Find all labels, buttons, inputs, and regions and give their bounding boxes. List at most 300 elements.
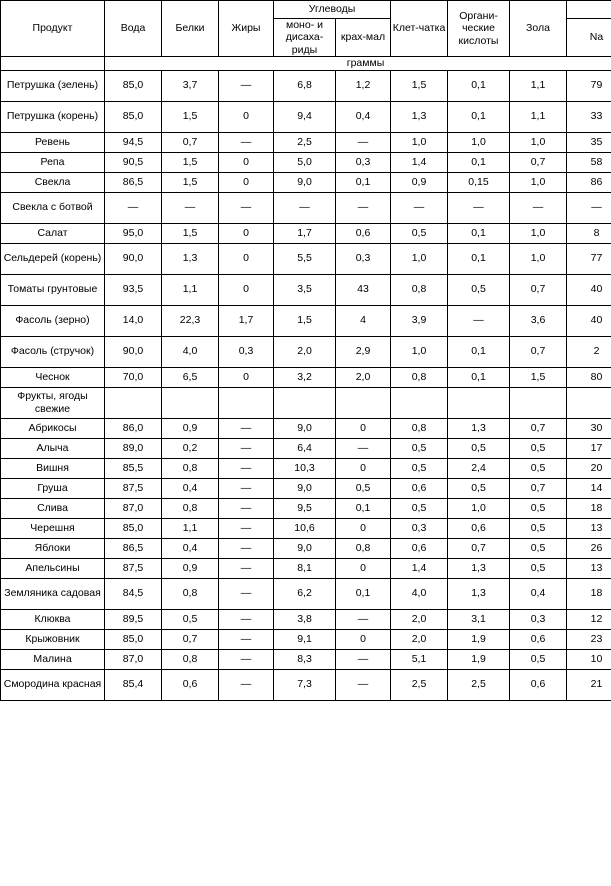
table-row <box>1 274 611 305</box>
header-na-blank <box>567 1 611 19</box>
table-row <box>1 438 611 458</box>
table-row <box>1 192 611 223</box>
row-value: 0,5 <box>510 458 567 478</box>
row-value: 1,5 <box>510 367 567 387</box>
table-row <box>1 305 611 336</box>
row-value: — <box>219 498 274 518</box>
row-value: 0,6 <box>510 629 567 649</box>
row-value: 85,0 <box>105 629 162 649</box>
row-value: 0,1 <box>336 172 391 192</box>
row-value: 0,8 <box>391 367 448 387</box>
row-value: 9,1 <box>274 629 336 649</box>
row-value: 1,9 <box>448 649 510 669</box>
row-value: 0,1 <box>448 152 510 172</box>
row-value: 5,0 <box>274 152 336 172</box>
row-product-name: Смородина красная <box>1 669 105 700</box>
row-value: 0,3 <box>391 518 448 538</box>
row-value: 3,5 <box>274 274 336 305</box>
row-value: 0,7 <box>162 132 219 152</box>
row-value: 0 <box>219 152 274 172</box>
row-value <box>162 387 219 418</box>
row-product-name: Фрукты, ягоды свежие <box>1 387 105 418</box>
row-value <box>219 387 274 418</box>
row-value: — <box>219 649 274 669</box>
row-value: 0,5 <box>391 458 448 478</box>
row-product-name: Томаты грунтовые <box>1 274 105 305</box>
row-value: 0,5 <box>448 478 510 498</box>
row-value: 12 <box>567 609 611 629</box>
row-value: 0,7 <box>510 336 567 367</box>
row-value: 0,1 <box>448 70 510 101</box>
row-value: 86 <box>567 172 611 192</box>
row-value: — <box>219 418 274 438</box>
table-row <box>1 387 611 418</box>
table-row <box>1 478 611 498</box>
row-value: 84,5 <box>105 578 162 609</box>
row-value: — <box>336 438 391 458</box>
row-value: 9,0 <box>274 538 336 558</box>
row-value: 0,9 <box>391 172 448 192</box>
row-value: 0 <box>336 418 391 438</box>
row-value: 0,1 <box>336 578 391 609</box>
row-value: 0,8 <box>391 274 448 305</box>
row-value: 9,4 <box>274 101 336 132</box>
row-value: 9,5 <box>274 498 336 518</box>
row-value: — <box>219 538 274 558</box>
row-value: — <box>219 132 274 152</box>
row-value: 2,0 <box>391 629 448 649</box>
row-value: — <box>219 70 274 101</box>
row-value: 87,5 <box>105 558 162 578</box>
header-carbs-starch: крах-мал <box>336 19 391 57</box>
row-product-name: Свекла <box>1 172 105 192</box>
table-row <box>1 669 611 700</box>
units-row <box>1 57 611 70</box>
row-value: — <box>219 478 274 498</box>
row-value: 1,3 <box>448 418 510 438</box>
row-value: 8 <box>567 223 611 243</box>
row-value: — <box>336 192 391 223</box>
row-value: 87,0 <box>105 649 162 669</box>
row-value: 21 <box>567 669 611 700</box>
row-value: 14,0 <box>105 305 162 336</box>
row-value: — <box>219 518 274 538</box>
row-value: 9,0 <box>274 172 336 192</box>
row-value: 1,1 <box>162 518 219 538</box>
header-organic-acids: Органи-ческие кислоты <box>448 1 510 57</box>
row-value: 0,5 <box>391 438 448 458</box>
row-value: 89,0 <box>105 438 162 458</box>
row-value: 0,7 <box>162 629 219 649</box>
row-value: 0,6 <box>391 538 448 558</box>
row-value: 23 <box>567 629 611 649</box>
row-value: — <box>336 649 391 669</box>
row-value: 40 <box>567 305 611 336</box>
row-product-name: Земляника садовая <box>1 578 105 609</box>
row-value: 0 <box>336 629 391 649</box>
row-value: 0 <box>219 243 274 274</box>
row-value: 87,0 <box>105 498 162 518</box>
row-value: 0 <box>336 518 391 538</box>
row-value: 93,5 <box>105 274 162 305</box>
row-value: — <box>219 192 274 223</box>
row-value: 0,9 <box>162 418 219 438</box>
row-value: — <box>274 192 336 223</box>
row-value: 1,5 <box>162 172 219 192</box>
row-value: 30 <box>567 418 611 438</box>
row-value: 0,3 <box>510 609 567 629</box>
row-product-name: Фасоль (зерно) <box>1 305 105 336</box>
row-value: 1,5 <box>274 305 336 336</box>
row-value: 40 <box>567 274 611 305</box>
row-product-name: Слива <box>1 498 105 518</box>
row-value: 2,0 <box>274 336 336 367</box>
row-value: 80 <box>567 367 611 387</box>
row-value: 1,1 <box>510 70 567 101</box>
row-value: 0,6 <box>510 669 567 700</box>
row-value: 1,3 <box>391 101 448 132</box>
row-value: 0,15 <box>448 172 510 192</box>
row-value: 0,1 <box>448 223 510 243</box>
row-value: 0,7 <box>448 538 510 558</box>
row-value <box>567 387 611 418</box>
row-value: 1,3 <box>448 578 510 609</box>
row-value: 0 <box>219 274 274 305</box>
row-value <box>510 387 567 418</box>
row-value <box>274 387 336 418</box>
header-carbohydrates-group: Углеводы <box>274 1 391 19</box>
row-value: — <box>162 192 219 223</box>
row-value: 35 <box>567 132 611 152</box>
row-value: 2,9 <box>336 336 391 367</box>
row-value: 7,3 <box>274 669 336 700</box>
row-product-name: Черешня <box>1 518 105 538</box>
header-water: Вода <box>105 1 162 57</box>
row-value: 1,7 <box>274 223 336 243</box>
row-value: — <box>391 192 448 223</box>
row-value: 10,6 <box>274 518 336 538</box>
table-row <box>1 70 611 101</box>
row-value: 77 <box>567 243 611 274</box>
row-product-name: Салат <box>1 223 105 243</box>
units-row-product-blank <box>1 57 105 70</box>
row-value: 94,5 <box>105 132 162 152</box>
row-product-name: Апельсины <box>1 558 105 578</box>
row-value: 3,1 <box>448 609 510 629</box>
row-value: 0 <box>219 223 274 243</box>
table-row <box>1 152 611 172</box>
row-value: 0 <box>219 367 274 387</box>
row-value: 8,3 <box>274 649 336 669</box>
row-value: 0,5 <box>162 609 219 629</box>
row-value: 26 <box>567 538 611 558</box>
row-value: 1,5 <box>162 101 219 132</box>
row-value <box>105 387 162 418</box>
header-protein: Белки <box>162 1 219 57</box>
row-value: 1,1 <box>510 101 567 132</box>
row-value: 85,0 <box>105 518 162 538</box>
row-value: 87,5 <box>105 478 162 498</box>
header-row-top <box>1 1 611 19</box>
row-value: 1,5 <box>391 70 448 101</box>
row-value: 1,5 <box>162 223 219 243</box>
row-value: 6,2 <box>274 578 336 609</box>
table-row <box>1 558 611 578</box>
row-value: 0,5 <box>510 649 567 669</box>
row-value: 0,6 <box>448 518 510 538</box>
row-value: 0,4 <box>162 478 219 498</box>
row-value: 6,4 <box>274 438 336 458</box>
row-product-name: Петрушка (корень) <box>1 101 105 132</box>
row-product-name: Сельдерей (корень) <box>1 243 105 274</box>
row-value: 1,0 <box>510 172 567 192</box>
row-value: 0,5 <box>510 558 567 578</box>
row-value: 70,0 <box>105 367 162 387</box>
row-value: — <box>567 192 611 223</box>
row-value: 0,3 <box>336 152 391 172</box>
row-product-name: Петрушка (зелень) <box>1 70 105 101</box>
row-value: — <box>105 192 162 223</box>
row-value: 1,0 <box>391 336 448 367</box>
row-value: 0,4 <box>162 538 219 558</box>
row-value: 9,0 <box>274 478 336 498</box>
header-ash: Зола <box>510 1 567 57</box>
row-value: — <box>448 192 510 223</box>
table-row <box>1 172 611 192</box>
row-value: — <box>219 578 274 609</box>
row-value: 5,1 <box>391 649 448 669</box>
row-product-name: Малина <box>1 649 105 669</box>
row-product-name: Яблоки <box>1 538 105 558</box>
table-row <box>1 243 611 274</box>
header-fat: Жиры <box>219 1 274 57</box>
row-product-name: Крыжовник <box>1 629 105 649</box>
row-value: 0,7 <box>510 152 567 172</box>
row-product-name: Свекла с ботвой <box>1 192 105 223</box>
row-value: 13 <box>567 558 611 578</box>
row-value: 0,5 <box>336 478 391 498</box>
row-value: 22,3 <box>162 305 219 336</box>
row-value: 20 <box>567 458 611 478</box>
header-fiber: Клет-чатка <box>391 1 448 57</box>
row-value: 1,9 <box>448 629 510 649</box>
row-value: 4,0 <box>162 336 219 367</box>
row-value: 0,4 <box>336 101 391 132</box>
row-value: 0,5 <box>391 498 448 518</box>
table-row <box>1 336 611 367</box>
row-value: 3,7 <box>162 70 219 101</box>
row-value <box>336 387 391 418</box>
row-value: 4 <box>336 305 391 336</box>
row-value: 1,0 <box>391 243 448 274</box>
row-value: 1,3 <box>162 243 219 274</box>
row-value: 0,1 <box>448 101 510 132</box>
row-value <box>448 387 510 418</box>
row-value: 0 <box>219 172 274 192</box>
table-row <box>1 649 611 669</box>
header-na: Na <box>567 19 611 57</box>
row-value: 1,0 <box>510 243 567 274</box>
row-value: 3,8 <box>274 609 336 629</box>
row-value: 2,4 <box>448 458 510 478</box>
row-value: 4,0 <box>391 578 448 609</box>
row-value: 86,0 <box>105 418 162 438</box>
row-value: 0,7 <box>510 418 567 438</box>
row-product-name: Абрикосы <box>1 418 105 438</box>
row-value: 0 <box>336 458 391 478</box>
row-product-name: Ревень <box>1 132 105 152</box>
row-value: — <box>510 192 567 223</box>
row-value: 0,5 <box>448 274 510 305</box>
row-value: 1,5 <box>162 152 219 172</box>
row-value: 10,3 <box>274 458 336 478</box>
row-value: 0,1 <box>448 336 510 367</box>
row-value: 1,0 <box>391 132 448 152</box>
row-value: 0,7 <box>510 478 567 498</box>
row-value: 0,7 <box>510 274 567 305</box>
row-product-name: Груша <box>1 478 105 498</box>
table-row <box>1 518 611 538</box>
row-value: 1,0 <box>448 132 510 152</box>
row-value: 0,5 <box>448 438 510 458</box>
table-row <box>1 418 611 438</box>
row-value: 0,6 <box>336 223 391 243</box>
row-product-name: Чеснок <box>1 367 105 387</box>
row-value: 58 <box>567 152 611 172</box>
row-value: 2,0 <box>391 609 448 629</box>
row-value: 0,1 <box>448 367 510 387</box>
table-row <box>1 101 611 132</box>
row-value: 0,5 <box>510 518 567 538</box>
row-value: 0,5 <box>510 538 567 558</box>
row-value: 89,5 <box>105 609 162 629</box>
row-value: 0,5 <box>391 223 448 243</box>
table-row <box>1 458 611 478</box>
row-product-name: Репа <box>1 152 105 172</box>
row-value: 1,0 <box>510 132 567 152</box>
row-value: 0 <box>219 101 274 132</box>
row-value: 0,3 <box>336 243 391 274</box>
row-value: 13 <box>567 518 611 538</box>
row-product-name: Вишня <box>1 458 105 478</box>
row-value: 85,0 <box>105 101 162 132</box>
table-body <box>1 70 611 700</box>
row-value: — <box>336 669 391 700</box>
row-value: 0,6 <box>391 478 448 498</box>
row-value: — <box>219 629 274 649</box>
row-value: 9,0 <box>274 418 336 438</box>
row-value: 0,8 <box>336 538 391 558</box>
row-value: 1,2 <box>336 70 391 101</box>
row-value: 6,8 <box>274 70 336 101</box>
row-value: — <box>336 609 391 629</box>
row-value: 18 <box>567 578 611 609</box>
row-value: 0,6 <box>162 669 219 700</box>
row-value: 79 <box>567 70 611 101</box>
row-value: — <box>219 558 274 578</box>
row-value: 2 <box>567 336 611 367</box>
row-value: 85,4 <box>105 669 162 700</box>
table-row <box>1 609 611 629</box>
row-value: — <box>219 438 274 458</box>
row-value: 0,4 <box>510 578 567 609</box>
row-value: 90,0 <box>105 243 162 274</box>
header-carbs-mono-di: моно- и дисаха-риды <box>274 19 336 57</box>
row-value: 86,5 <box>105 538 162 558</box>
row-value: 0,8 <box>162 498 219 518</box>
row-value: 1,4 <box>391 152 448 172</box>
row-value: 1,7 <box>219 305 274 336</box>
row-value: 5,5 <box>274 243 336 274</box>
row-value: 85,0 <box>105 70 162 101</box>
row-value: 0,8 <box>162 578 219 609</box>
row-value: 3,9 <box>391 305 448 336</box>
table-row <box>1 367 611 387</box>
table-row <box>1 538 611 558</box>
row-value: 2,5 <box>274 132 336 152</box>
row-value: 0,2 <box>162 438 219 458</box>
header-product: Продукт <box>1 1 105 57</box>
row-value: 0,8 <box>162 458 219 478</box>
row-value: 33 <box>567 101 611 132</box>
row-value: 0,1 <box>336 498 391 518</box>
row-product-name: Фасоль (стручок) <box>1 336 105 367</box>
row-value: 10 <box>567 649 611 669</box>
row-value: 6,5 <box>162 367 219 387</box>
row-product-name: Клюква <box>1 609 105 629</box>
row-value: 3,2 <box>274 367 336 387</box>
table-row <box>1 498 611 518</box>
units-row-label: граммы <box>105 57 611 70</box>
row-value: 8,1 <box>274 558 336 578</box>
row-value: 0,5 <box>510 438 567 458</box>
row-value: 3,6 <box>510 305 567 336</box>
row-value: 43 <box>336 274 391 305</box>
row-value: 0,9 <box>162 558 219 578</box>
row-value: 0 <box>336 558 391 578</box>
table-row <box>1 223 611 243</box>
table-row <box>1 629 611 649</box>
row-product-name: Алыча <box>1 438 105 458</box>
row-value: 1,4 <box>391 558 448 578</box>
row-value: 2,5 <box>391 669 448 700</box>
table-row <box>1 578 611 609</box>
row-value: 1,0 <box>448 498 510 518</box>
row-value: — <box>336 132 391 152</box>
table-row <box>1 132 611 152</box>
row-value: 1,1 <box>162 274 219 305</box>
row-value: 0,5 <box>510 498 567 518</box>
row-value: — <box>219 669 274 700</box>
row-value: 0,8 <box>391 418 448 438</box>
row-value: 1,0 <box>510 223 567 243</box>
row-value: — <box>219 609 274 629</box>
row-value: 18 <box>567 498 611 518</box>
row-value: 0,1 <box>448 243 510 274</box>
row-value: 17 <box>567 438 611 458</box>
row-value: 14 <box>567 478 611 498</box>
row-value: 95,0 <box>105 223 162 243</box>
row-value: 0,3 <box>219 336 274 367</box>
row-value: 86,5 <box>105 172 162 192</box>
row-value: 85,5 <box>105 458 162 478</box>
row-value: 2,5 <box>448 669 510 700</box>
row-value <box>391 387 448 418</box>
row-value: 0,8 <box>162 649 219 669</box>
row-value: — <box>448 305 510 336</box>
row-value: — <box>219 458 274 478</box>
row-value: 2,0 <box>336 367 391 387</box>
